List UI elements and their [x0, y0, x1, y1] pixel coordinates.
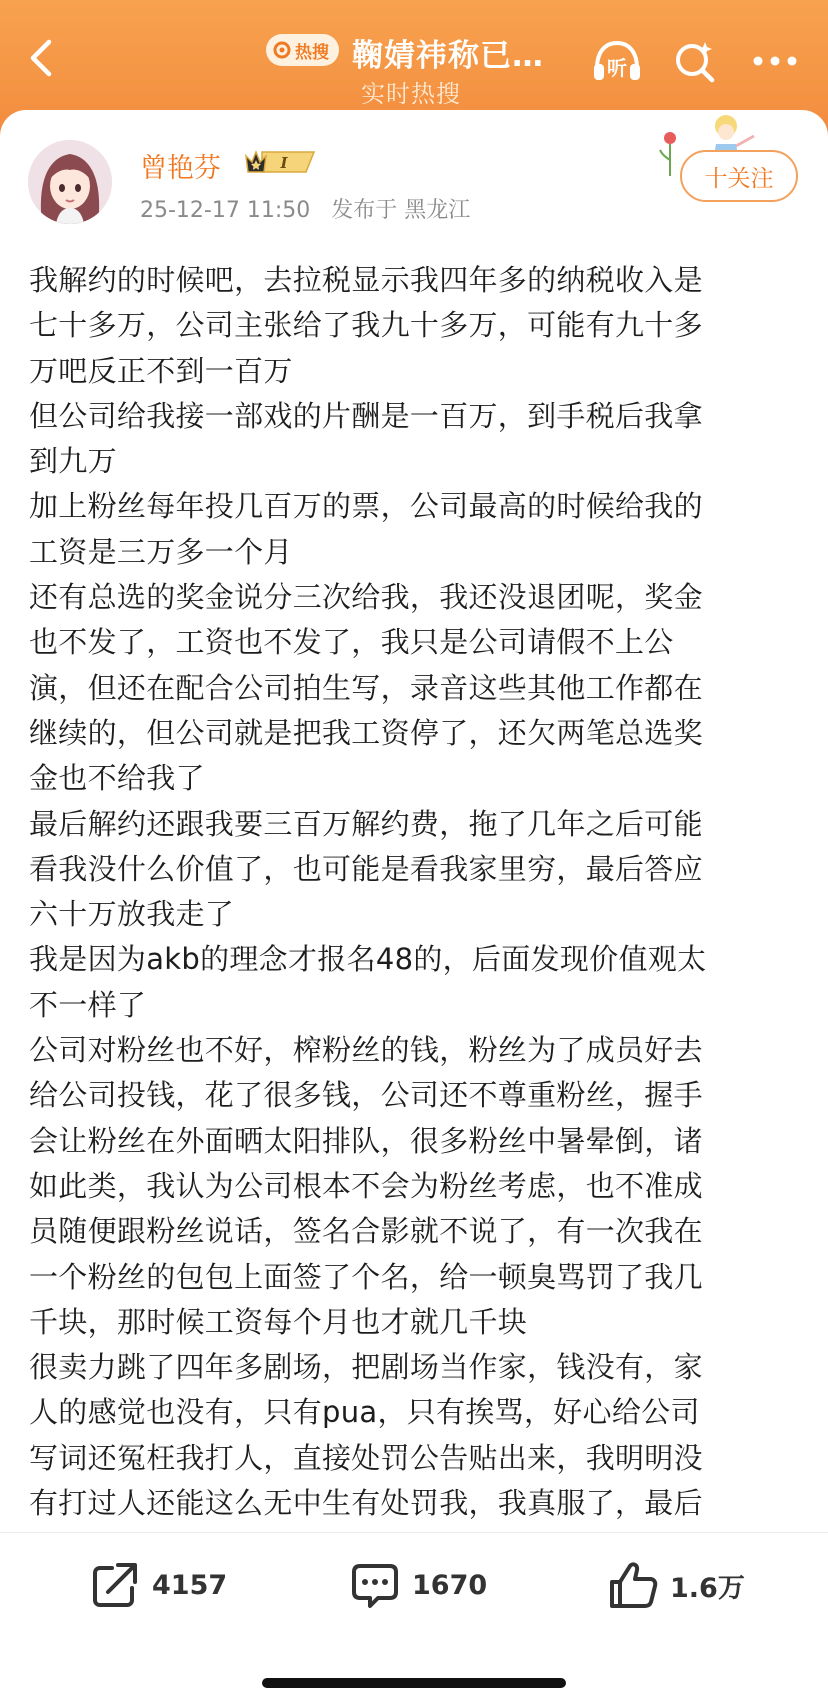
repost-count: 4157: [152, 1569, 228, 1601]
like-button[interactable]: [608, 1555, 745, 1615]
post-text-line: 到九万: [29, 444, 117, 479]
post-text-line: 也不发了，工资也不发了，我只是公司请假不上公: [29, 625, 674, 660]
post-text-line: 但公司给我接一部戏的片酬是一百万，到手税后我拿: [29, 398, 703, 433]
post-text-line: 给公司投钱，花了很多钱，公司还不尊重粉丝，握手: [29, 1078, 703, 1113]
post-text-line: 我是因为akb的理念才报名48的，后面发现价值观太: [29, 942, 707, 977]
post-text: [29, 258, 809, 1636]
post-text-line: 工资是三万多一个月: [29, 534, 293, 569]
action-bar: [0, 1532, 828, 1641]
author-name[interactable]: 曾艳芬: [140, 153, 221, 184]
avatar-illustration: [28, 140, 112, 224]
post-location: 发布于 黑龙江: [331, 198, 471, 223]
like-count: 1.6万: [670, 1572, 745, 1604]
post-text-line: 最后解约还跟我要三百万解约费，拖了几年之后可能: [29, 806, 703, 841]
post-card: [0, 110, 828, 1540]
more-button[interactable]: [748, 34, 802, 88]
post-text-line: 金也不给我了: [29, 761, 205, 796]
thumbs-up-icon: [608, 1560, 658, 1610]
post-text-line: 继续的，但公司就是把我工资停了，还欠两笔总选奖: [29, 715, 703, 750]
page-title: 鞠婧祎称已…: [352, 38, 544, 74]
share-icon: [90, 1560, 140, 1610]
post-time: 25-12-17 11:50: [140, 198, 311, 223]
comment-icon: [350, 1560, 400, 1610]
more-dots-icon: [752, 54, 798, 68]
post-text-line: 七十多万，公司主张给了我九十多万，可能有九十多: [29, 308, 703, 343]
page-subtitle: 实时热搜: [361, 80, 461, 108]
home-indicator: [262, 1678, 566, 1688]
post-text-line: 员随便跟粉丝说话，签名合影就不说了，有一次我在: [29, 1214, 703, 1249]
back-button[interactable]: [18, 34, 66, 82]
avatar[interactable]: [28, 140, 112, 224]
post-text-line: 看我没什么价值了，也可能是看我家里穷，最后答应: [29, 851, 703, 886]
post-text-line: 公司对粉丝也不好，榨粉丝的钱，粉丝为了成员好去: [29, 1033, 703, 1068]
search-icon: [672, 38, 718, 84]
post-text-line: 写词还冤枉我打人，直接处罚公告贴出来，我明明没: [29, 1440, 703, 1475]
post-text-line: 有打过人还能这么无中生有处罚我，我真服了，最后: [29, 1486, 703, 1521]
listen-button[interactable]: [590, 34, 644, 88]
hot-search-badge: [266, 34, 339, 66]
post-text-line: 人的感觉也没有，只有pua，只有挨骂，好心给公司: [29, 1395, 700, 1430]
comment-count: 1670: [412, 1569, 488, 1601]
post-text-line: 千块，那时候工资每个月也才就几千块: [29, 1304, 528, 1339]
post-text-line: 万吧反正不到一百万: [29, 353, 293, 388]
post-meta: [140, 193, 484, 224]
post-text-line: 演，但还在配合公司拍生写，录音这些其他工作都在: [29, 670, 703, 705]
post-text-line: 还有总选的奖金说分三次给我，我还没退团呢，奖金: [29, 580, 703, 615]
post-text-line: 不一样了: [29, 987, 147, 1022]
post-text-line: 很卖力跳了四年多剧场，把剧场当作家，钱没有，家: [29, 1350, 703, 1385]
chevron-left-icon: [25, 38, 59, 78]
post-text-line: 加上粉丝每年投几百万的票，公司最高的时候给我的: [29, 489, 703, 524]
trending-topic-title[interactable]: [260, 26, 580, 106]
listen-label: 听: [607, 56, 627, 80]
post-text-line: 六十万放我走了: [29, 897, 235, 932]
search-button[interactable]: [668, 34, 722, 88]
post-text-line: 我解约的时候吧，去拉税显示我四年多的纳税收入是: [29, 263, 703, 297]
headphone-icon: [591, 38, 643, 84]
follow-button[interactable]: [680, 150, 798, 202]
repost-button[interactable]: [90, 1555, 227, 1615]
hot-search-badge-label: 热搜: [295, 42, 329, 63]
post-text-line: 如此类，我认为公司根本不会为粉丝考虑，也不准成: [29, 1168, 703, 1203]
post-text-line: 会让粉丝在外面晒太阳排队，很多粉丝中暑晕倒，诸: [29, 1123, 703, 1158]
vip-level: I: [280, 154, 288, 172]
comment-button[interactable]: [350, 1555, 487, 1615]
follow-button-label: 十关注: [704, 165, 774, 192]
post-text-line: 一个粉丝的包包上面签了个名，给一顿臭骂罚了我几: [29, 1259, 703, 1294]
vip-badge-icon: [244, 148, 316, 176]
fire-icon: [272, 40, 292, 60]
